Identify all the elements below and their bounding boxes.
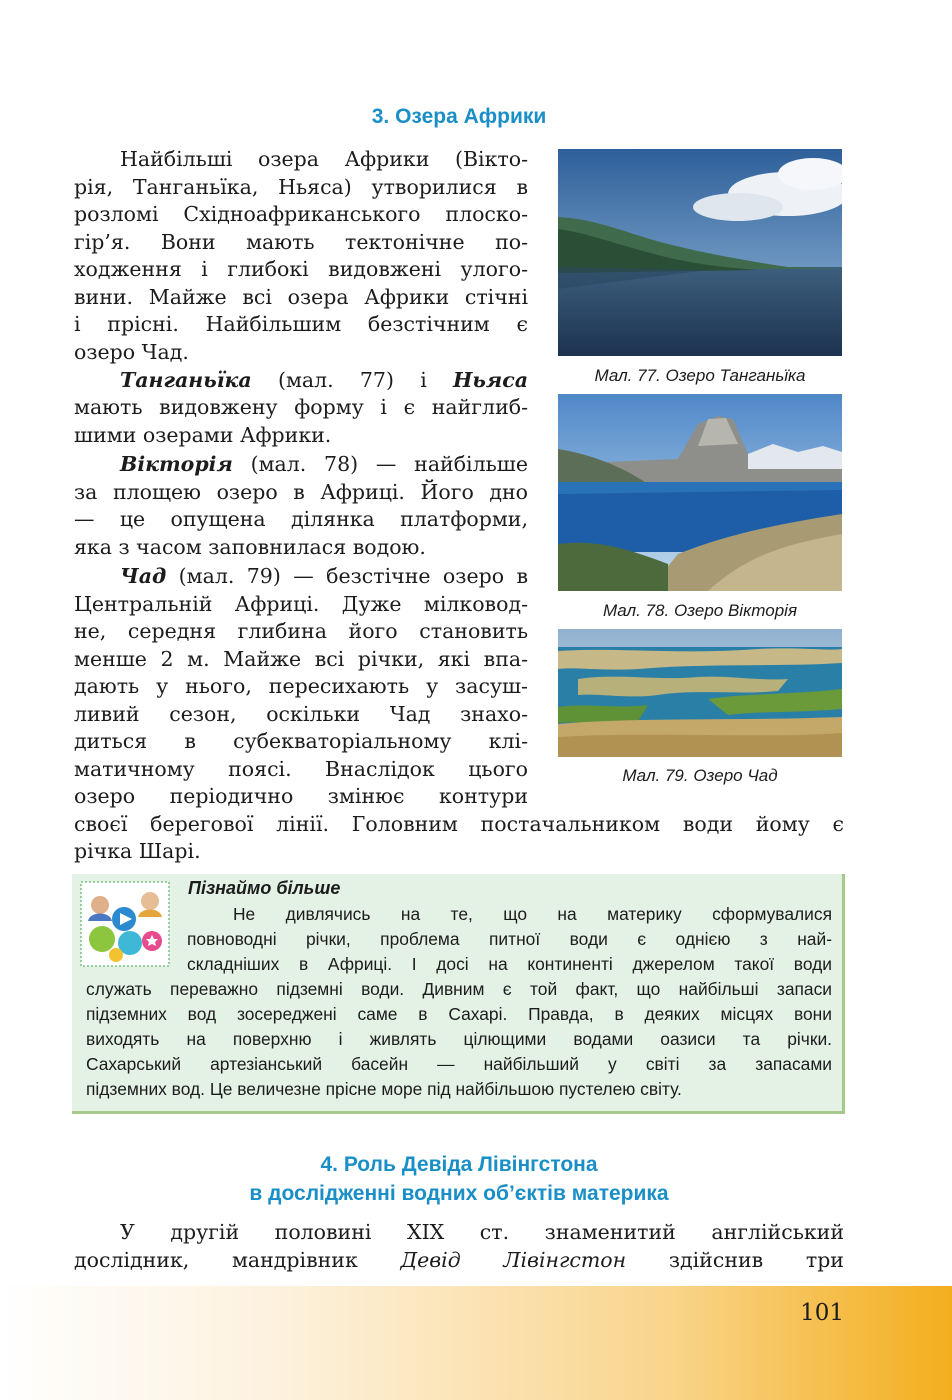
text-line: гір’я. Вони мають тектонічне по- (74, 230, 528, 254)
page-number: 101 (800, 1300, 844, 1326)
children-puzzle-icon-graphic (80, 881, 170, 967)
photo-lake-tanganyika (558, 149, 842, 356)
text-line: вини. Майже всі озера Африки стічні (74, 285, 528, 309)
term-chad: Чад (120, 564, 167, 588)
section-title: 4. Роль Девіда Лівінгстона (320, 1153, 598, 1176)
term-victoria: Вікторія (120, 452, 233, 476)
info-box-line: Не дивлячись на те, що на материку сформувалися (233, 904, 832, 924)
info-box-line: складніших в Африці. І досі на континенті джерелом такої води (187, 954, 832, 974)
text-line: яка з часом заповнилася водою. (74, 535, 426, 559)
section-title: 3. Озера Африки (371, 105, 547, 128)
photo-lake-chad-image (558, 629, 842, 757)
figure-caption: Мал. 78. Озеро Вікторія (602, 601, 798, 620)
text-line: Танганьїка (мал. 77) і Ньяса (120, 368, 528, 392)
text-line: шими озерами Африки. (74, 423, 332, 447)
section-title: в дослідженні водних об’єктів материка (249, 1182, 669, 1205)
info-box-line: повноводні річки, проблема питної води є однією з най- (187, 929, 832, 949)
text-line: У другій половині XIX ст. знаменитий англійський (120, 1220, 844, 1244)
info-box-line: підземних вод. Це величезне прісне море під найбільшою пустелею світу. (86, 1079, 682, 1099)
text-line: Чад (мал. 79) — безстічне озеро в (120, 564, 528, 588)
name-livingstone: Девід Лівінгстон (400, 1248, 627, 1272)
figure-caption: Мал. 77. Озеро Танганьїка (594, 366, 806, 385)
text-line: мають видовжену форму і є найглиб- (74, 395, 528, 419)
term-nyasa: Ньяса (453, 368, 528, 392)
text-line: за площею озеро в Африці. Його дно (74, 480, 528, 504)
text-line: — це опущена ділянка платформи, (74, 507, 528, 531)
text-line: озеро періодично змінює контури (74, 784, 528, 808)
figure-caption: Мал. 79. Озеро Чад (622, 766, 778, 785)
children-puzzle-icon (80, 881, 170, 967)
text-line: диться в субекваторіальному клі- (74, 729, 528, 753)
text-line: дослідник, мандрівник Девід Лівінгстон здійснив три (74, 1248, 844, 1272)
text-line: і прісні. Найбільшим безстічним є (74, 312, 528, 336)
text-line: ходження і глибокі видовжені улого- (74, 257, 528, 281)
text-line: не, середня глибина його становить (74, 619, 528, 643)
text-line: менше 2 м. Майже всі річки, які впа- (74, 647, 528, 671)
photo-lake-victoria (558, 394, 842, 591)
text-line: дають у нього, пересихають у засуш- (74, 674, 528, 698)
text-line: рія, Танганьїка, Ньяса) утворилися в (74, 175, 528, 199)
text-line: матичному поясі. Внаслідок цього (74, 757, 528, 781)
photo-lake-tanganyika-image (558, 149, 842, 356)
text-line: своєї берегової лінії. Головним постачальником води йому є (74, 812, 844, 836)
text-line: Найбільші озера Африки (Вікто- (120, 147, 528, 171)
photo-lake-victoria-image (558, 394, 842, 591)
text-line: ливий сезон, оскільки Чад знахо- (74, 702, 528, 726)
term-tanganyika: Танганьїка (120, 368, 252, 392)
info-box-title: Пізнаймо більше (188, 878, 341, 898)
text-line: Вікторія (мал. 78) — найбільше (120, 452, 528, 476)
text-line: Центральній Африці. Дуже мілковод- (74, 592, 528, 616)
info-box-line: виходять на поверхню і живлять цілющими водами оазиси та річки. (86, 1029, 832, 1049)
info-box-line: підземних вод зосереджені саме в Сахарі. Правда, в деяких місцях вони (86, 1004, 832, 1024)
text-line: озеро Чад. (74, 340, 189, 364)
info-box-line: Сахарський артезіанський басейн — найбільший у світі за запасами (86, 1054, 832, 1074)
text-line: річка Шарі. (74, 839, 201, 863)
info-box-line: служать переважно підземні води. Дивним є той факт, що найбільші запаси (86, 979, 832, 999)
photo-lake-chad (558, 629, 842, 757)
text-line: розломі Східноафриканського плоско- (74, 202, 528, 226)
